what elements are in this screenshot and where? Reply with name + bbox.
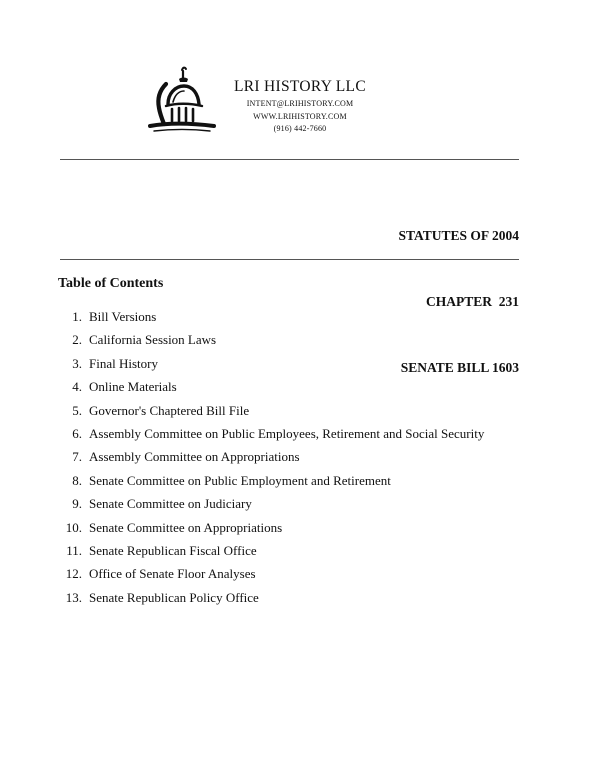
top-divider (60, 159, 519, 160)
toc-item-label: Senate Committee on Judiciary (89, 496, 252, 512)
toc-item (60, 492, 484, 515)
toc-item-label: Final History (89, 355, 158, 371)
toc-item-number: 8. (72, 472, 82, 488)
toc-item-number: 12. (65, 566, 82, 582)
toc-item-label: Senate Committee on Appropriations (89, 519, 283, 535)
company-website: WWW.LRIHISTORY.COM (253, 111, 347, 121)
toc-item-label: Online Materials (89, 379, 177, 395)
toc-item (60, 399, 484, 422)
toc-item (60, 469, 484, 492)
toc-item-number: 6. (72, 425, 82, 441)
toc-item-label: Bill Versions (89, 309, 157, 324)
toc-item-label: Assembly Committee on Public Employees, Retirement and Social Security (89, 425, 485, 441)
toc-item (60, 445, 484, 468)
toc-item-label: Governor's Chaptered Bill File (89, 402, 250, 418)
toc-item-label: California Session Laws (89, 332, 217, 348)
toc-item-number: 9. (72, 496, 82, 512)
chapter-number: CHAPTER 231 (425, 294, 519, 309)
toc-item-number: 13. (65, 589, 82, 605)
toc-item (60, 375, 484, 398)
company-info (225, 78, 375, 136)
toc-item-label: Office of Senate Floor Analyses (89, 566, 256, 582)
toc-item-number: 4. (72, 379, 82, 395)
toc-item (60, 586, 484, 609)
toc-item (60, 305, 484, 328)
bottom-divider (60, 259, 519, 260)
toc-item-label: Senate Republican Policy Office (89, 589, 259, 605)
toc-item (60, 562, 484, 585)
company-phone: (916) 442-7660 (273, 124, 327, 133)
toc-title: Table of Contents (58, 276, 164, 291)
toc-item (60, 422, 484, 445)
capitol-dome-icon (142, 64, 216, 138)
toc-item (60, 539, 484, 562)
toc-item-label: Senate Republican Fiscal Office (89, 542, 257, 558)
toc-item-number: 7. (72, 449, 82, 465)
bill-number: SENATE BILL 1603 (400, 360, 519, 375)
toc-item-number: 5. (72, 402, 82, 418)
toc-item (60, 516, 484, 539)
toc-list (60, 305, 484, 609)
toc-item-label: Senate Committee on Public Employment and Retirement (89, 472, 391, 488)
company-name: LRI HISTORY LLC (234, 78, 366, 95)
toc-item (60, 328, 484, 351)
statutes-year: STATUTES OF 2004 (398, 228, 519, 243)
toc-item-number: 2. (72, 332, 82, 348)
toc-item-number: 10. (65, 519, 82, 535)
toc-item-label: Assembly Committee on Appropriations (89, 449, 300, 465)
toc-item (60, 352, 484, 375)
toc-item-number: 3. (72, 355, 82, 371)
toc-item-number: 1. (72, 309, 82, 324)
toc-item-number: 11. (66, 542, 82, 558)
company-email: INTENT@LRIHISTORY.COM (246, 99, 354, 108)
